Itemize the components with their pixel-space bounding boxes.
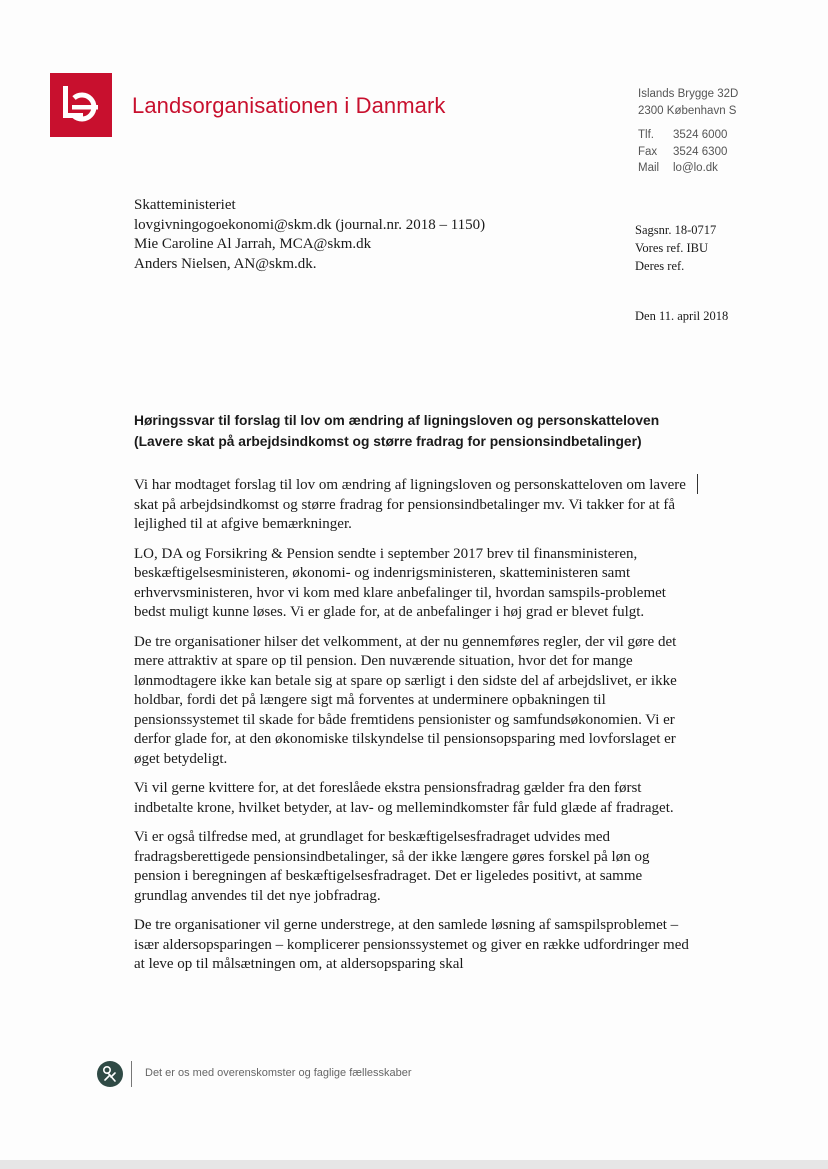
recipient-line: Anders Nielsen, AN@skm.dk. (134, 255, 317, 272)
phone-number: 3524 6000 (673, 129, 728, 141)
recipient-line: Mie Caroline Al Jarrah, MCA@skm.dk (134, 236, 372, 252)
recipient-block (134, 196, 485, 274)
address-line-1: Islands Brygge 32D (638, 88, 739, 100)
organization-name: Landsorganisationen i Danmark (132, 93, 446, 118)
our-reference: Vores ref. IBU (635, 241, 709, 255)
reference-block (635, 221, 716, 275)
footer-divider (131, 1061, 132, 1087)
fax-label: Fax (638, 145, 658, 158)
body-paragraph: De tre organisationer hilser det velkomment, at der nu gennemføres regler, der vil gøre det mere attraktiv at spare op til pension. Den nuværende situation, hvor det for mange lønmodtagere ikke kan betale sig at spare op særligt i den sidste del af arbejdslivet, er ikke holdbar, fordi det på længere sigt må forventes at underminere opbakningen til pensionssystemet til skade for både fremtidens pensionister og samfundsøkonomien. Vi er derfor glade for, at den økonomiske tilskyndelse til pensionsopsparing med lovforslaget er øget betydeligt. (134, 633, 677, 767)
phone-row (638, 127, 738, 144)
body-paragraph: Vi har modtaget forslag til lov om ændring af ligningsloven og personskatteloven om lavere skat på arbejdsindkomst og større fradrag for pensionsindbetalinger mv. Vi takker for at få lejlighed til at afgive bemærkninger. (134, 477, 686, 532)
margin-mark (697, 474, 698, 494)
body-paragraph: De tre organisationer vil gerne understrege, at den samlede løsning af samspilsproblemet – især aldersopsparingen – komplicerer pensionssystemet og giver en række udfordringer med at leve op til målsætningen om, at aldersopsparing skal (134, 917, 689, 972)
fax-row (638, 144, 738, 161)
lo-logo-icon (50, 73, 112, 137)
case-number: Sagsnr. 18-0717 (635, 223, 717, 237)
scan-edge (0, 1160, 828, 1169)
lo-logo (50, 73, 112, 137)
letter-date: Den 11. april 2018 (635, 309, 729, 323)
mail-address[interactable]: lo@lo.dk (673, 162, 718, 174)
footer-tagline: Det er os med overenskomster og faglige fællesskaber (145, 1067, 412, 1079)
body-paragraph: Vi vil gerne kvittere for, at det foreslåede ekstra pensionsfradrag gælder fra den først indbetalte krone, hvilket betyder, at lav- og mellemindkomster får fuld glæde af fradraget. (134, 780, 674, 816)
letter-body (134, 476, 694, 985)
recipient-line: lovgivningogoekonomi@skm.dk (journal.nr. 2018 – 1150) (134, 216, 486, 233)
contact-block (638, 86, 738, 177)
letter-subject: Høringssvar til forslag til lov om ændring af ligningsloven og personskatteloven (Lavere skat på arbejdsindkomst og større fradrag for pensionsindbetalinger) (134, 413, 660, 449)
your-reference: Deres ref. (635, 259, 685, 273)
recipient-line: Skatteministeriet (134, 197, 236, 213)
body-paragraph: Vi er også tilfredse med, at grundlaget for beskæftigelsesfradraget udvides med fradragsberettigede pensionsindbetalinger, så der ikke længere gøres forskel på løn og pension i beregningen af beskæftigelsesfradraget. Det er ligeledes positivt, at samme grundlag anvendes til det nye jobfradrag. (134, 829, 650, 904)
fax-number: 3524 6300 (673, 145, 728, 158)
address-line-2: 2300 København S (638, 104, 737, 117)
mail-label: Mail (638, 162, 660, 174)
footer-emblem-icon (96, 1060, 124, 1088)
mail-row (638, 160, 738, 177)
phone-label: Tlf. (638, 129, 654, 141)
body-paragraph: LO, DA og Forsikring & Pension sendte i september 2017 brev til finansministeren, beskæftigelsesministeren, økonomi- og indenrigsministeren, skatteministeren samt erhvervsministeren, hvor vi kom med klare anbefalinger til, hvordan samspils-problemet bedst muligt kunne løses. Vi er glade for, at de anbefalinger i høj grad er blevet fulgt. (134, 545, 666, 620)
